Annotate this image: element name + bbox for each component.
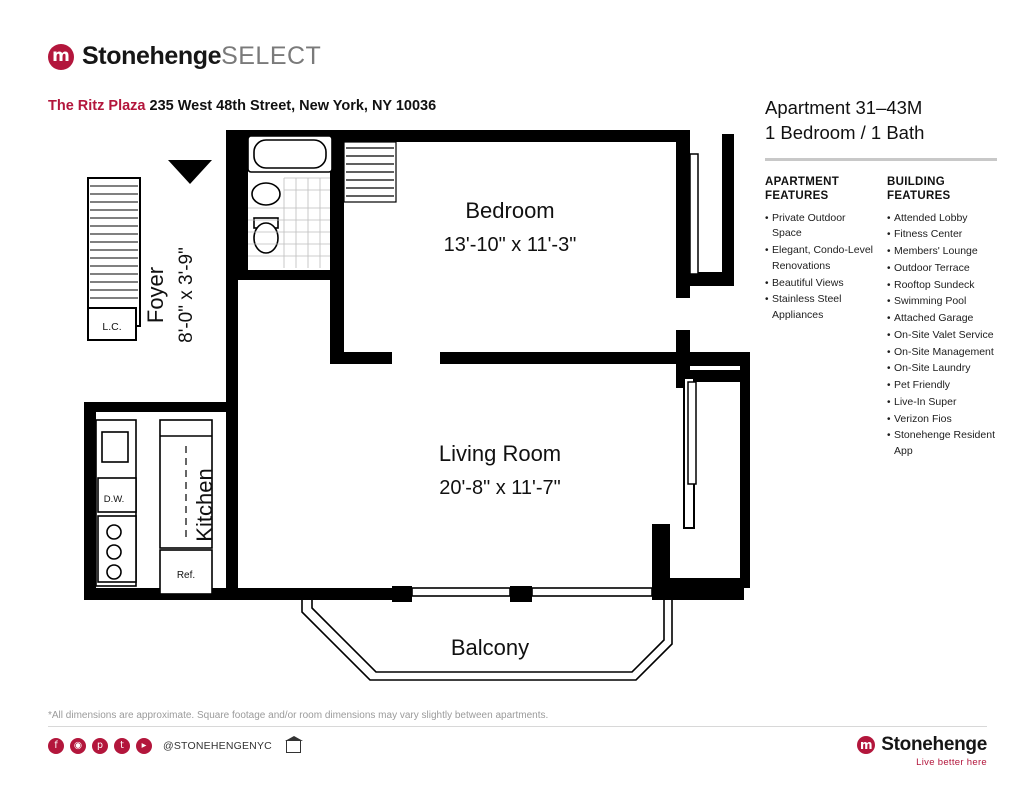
floorplan-drawing [40, 120, 750, 710]
apartment-features-heading [765, 175, 873, 204]
building-features-heading-line1: BUILDING [887, 175, 945, 188]
building-features-heading-line2: FEATURES [887, 190, 951, 203]
brand-name: Stonehenge [82, 42, 222, 70]
list-item: • Attended Lobby [887, 211, 995, 227]
instagram-icon[interactable]: ◉ [70, 738, 86, 754]
balcony-label: Balcony [450, 635, 530, 660]
property-address-line [48, 98, 436, 114]
footer-divider [48, 726, 987, 727]
list-item: • Rooftop Sundeck [887, 278, 995, 294]
living-room-label: Living Room [438, 441, 562, 466]
foyer-label: Foyer [143, 266, 168, 324]
building-features-column [887, 175, 995, 461]
entry-arrow-icon [168, 160, 212, 184]
social-links[interactable] [48, 738, 301, 754]
list-item: • Pet Friendly [887, 378, 995, 394]
list-item: • Fitness Center [887, 227, 995, 243]
kitchen-label: Kitchen [192, 468, 217, 542]
pinterest-icon[interactable]: p [92, 738, 108, 754]
apartment-features-list [765, 211, 873, 324]
list-item: • Private Outdoor Space [765, 211, 873, 243]
equal-housing-opportunity-icon [286, 740, 301, 753]
apartment-layout: 1 Bedroom / 1 Bath [765, 121, 925, 143]
list-item: • On-Site Valet Service [887, 328, 995, 344]
apartment-features-column [765, 175, 873, 461]
facebook-icon[interactable]: f [48, 738, 64, 754]
youtube-icon[interactable]: ▸ [136, 738, 152, 754]
list-item: • Stainless Steel Appliances [765, 292, 873, 324]
social-handle: @STONEHENGENYC [163, 740, 272, 752]
linen-closet-label: L.C. [102, 321, 122, 333]
footer-tagline: Live better here [916, 757, 987, 768]
list-item: • On-Site Management [887, 345, 995, 361]
list-item: • Swimming Pool [887, 294, 995, 310]
stonehenge-m-logo-icon: m [48, 44, 74, 70]
brand-logo [48, 42, 321, 71]
apartment-number: Apartment 31–43M [765, 97, 923, 118]
list-item: • Beautiful Views [765, 276, 873, 292]
apartment-info-panel [765, 96, 997, 461]
bedroom-label: Bedroom [465, 198, 555, 223]
property-name: The Ritz Plaza [48, 98, 146, 114]
building-features-heading [887, 175, 995, 204]
building-features-list [887, 211, 995, 460]
list-item: • On-Site Laundry [887, 361, 995, 377]
foyer-dimensions: 8'-0" x 3'-9" [176, 247, 197, 343]
living-room-dimensions: 20'-8" x 11'-7" [439, 477, 561, 499]
list-item: • Stonehenge Resident App [887, 428, 995, 460]
stonehenge-m-logo-icon: m [857, 736, 875, 754]
divider [765, 158, 997, 161]
refrigerator-label: Ref. [176, 570, 196, 581]
floorplan [40, 120, 750, 710]
apartment-features-heading-line2: FEATURES [765, 190, 829, 203]
list-item: • Live-In Super [887, 395, 995, 411]
apartment-features-heading-line1: APARTMENT [765, 175, 840, 188]
footer-brand [857, 734, 987, 768]
twitter-icon[interactable]: t [114, 738, 130, 754]
dishwasher-label: D.W. [103, 494, 125, 505]
footer-brand-name: Stonehenge [881, 734, 987, 755]
list-item: • Outdoor Terrace [887, 261, 995, 277]
disclaimer-text: *All dimensions are approximate. Square footage and/or room dimensions may vary slightly between apartments. [48, 710, 549, 721]
property-address: 235 West 48th Street, New York, NY 10036 [149, 98, 437, 114]
brand-suffix: SELECT [221, 42, 322, 70]
bedroom-dimensions: 13'-10" x 11'-3" [443, 234, 577, 256]
list-item: • Verizon Fios [887, 412, 995, 428]
list-item: • Elegant, Condo-Level Renovations [765, 243, 873, 275]
list-item: • Members' Lounge [887, 244, 995, 260]
list-item: • Attached Garage [887, 311, 995, 327]
